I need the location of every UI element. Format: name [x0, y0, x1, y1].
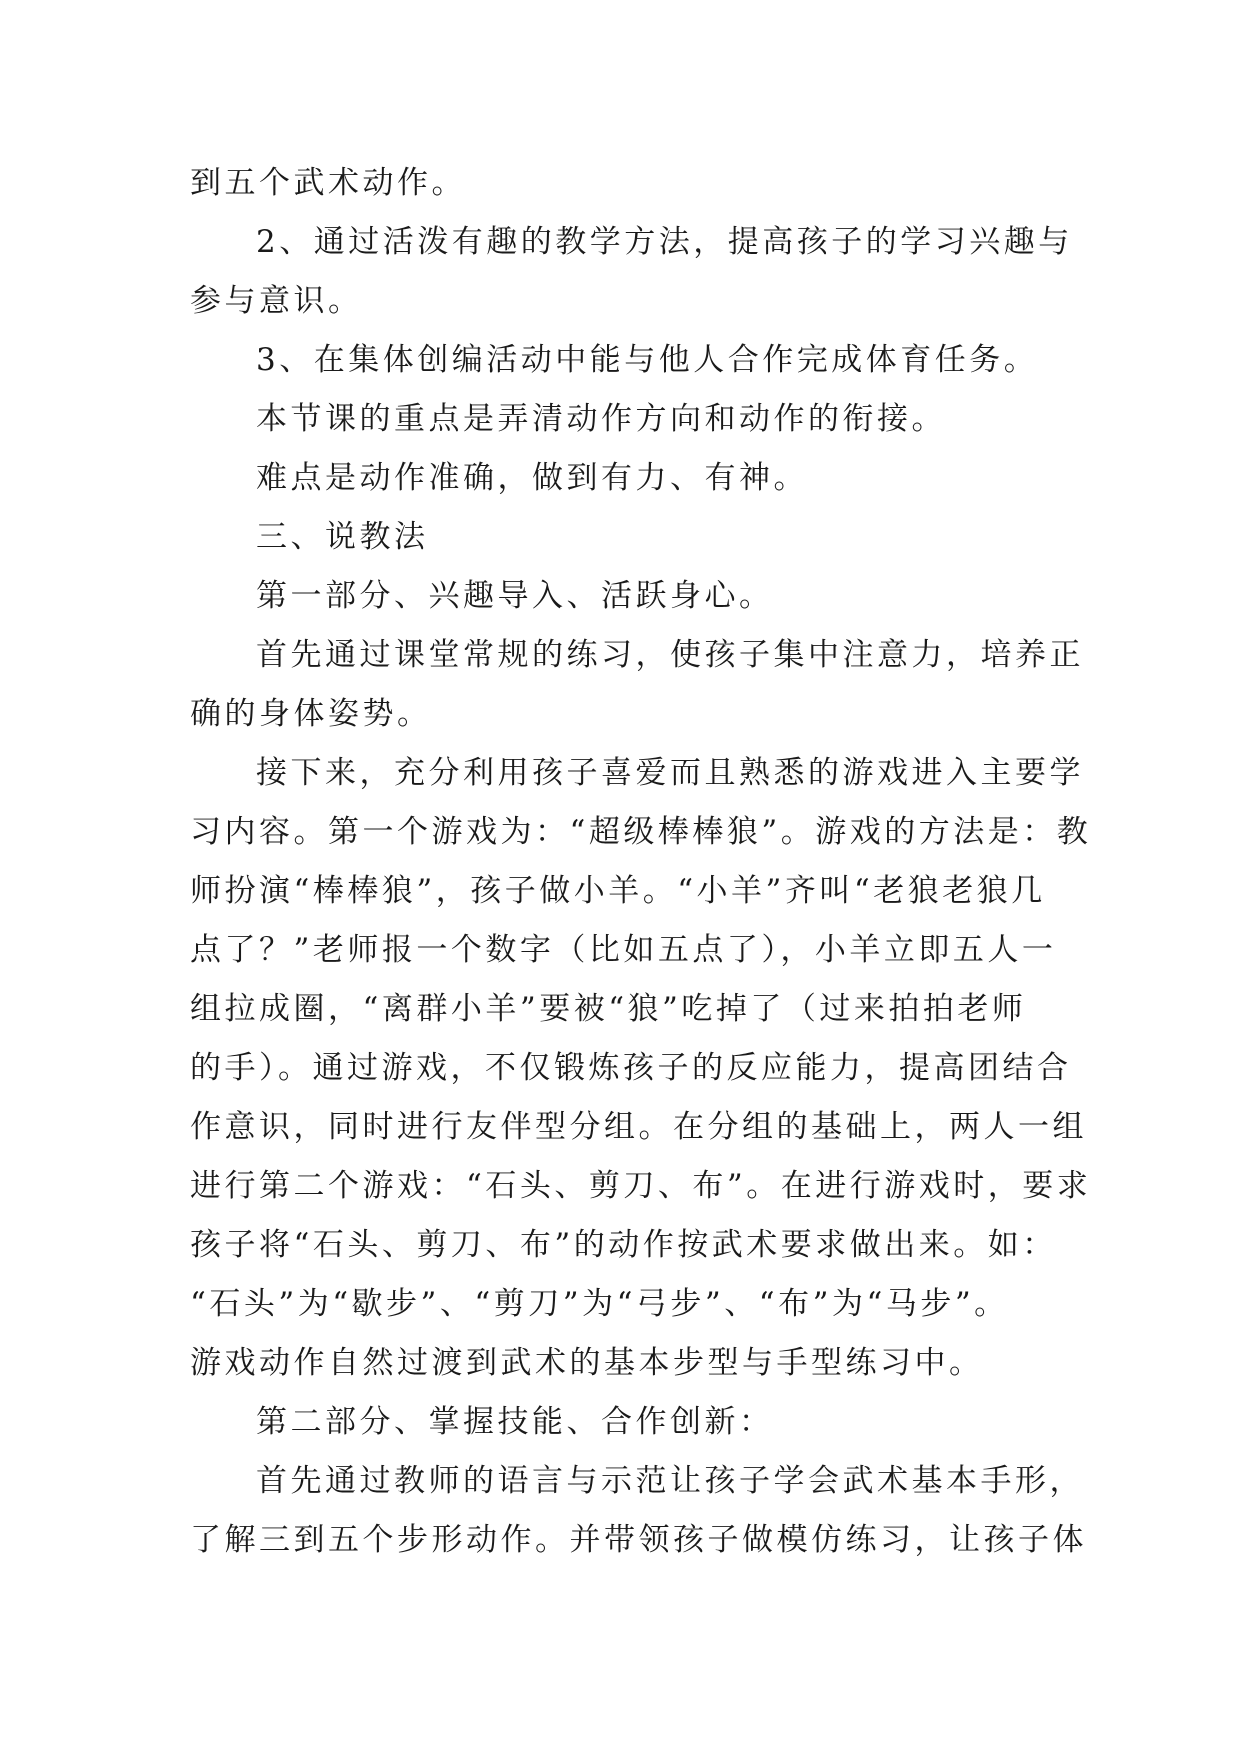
text-line: 的手）。通过游戏，不仅锻炼孩子的反应能力，提高团结合 [190, 1050, 1072, 1086]
text-line: 第二部分、掌握技能、合作创新： [256, 1404, 774, 1440]
text-line: 第一部分、兴趣导入、活跃身心。 [256, 578, 774, 614]
text-line: 难点是动作准确，做到有力、有神。 [256, 460, 808, 496]
text-line: 游戏动作自然过渡到武术的基本步型与手型练习中。 [190, 1345, 984, 1381]
text-line: “石头”为“歇步”、“剪刀”为“弓步”、“布”为“马步”。 [190, 1286, 1009, 1322]
text-line: 组拉成圈，“离群小羊”要被“狼”吃掉了（过来拍拍老师 [190, 991, 1027, 1027]
text-line: 孩子将“石头、剪刀、布”的动作按武术要求做出来。如： [190, 1227, 1057, 1263]
text-line: 点了？”老师报一个数字（比如五点了），小羊立即五人一 [190, 932, 1057, 968]
text-line: 了解三到五个步形动作。并带领孩子做模仿练习，让孩子体 [190, 1522, 1087, 1558]
text-line: 习内容。第一个游戏为：“超级棒棒狼”。游戏的方法是：教 [190, 814, 1092, 850]
text-line: 到五个武术动作。 [190, 165, 466, 201]
document-body [190, 154, 1092, 1570]
text-line: 作意识，同时进行友伴型分组。在分组的基础上，两人一组 [190, 1109, 1087, 1145]
text-line: 2、通过活泼有趣的教学方法，提高孩子的学习兴趣与 [256, 224, 1073, 260]
text-line: 师扮演“棒棒狼”，孩子做小羊。“小羊”齐叫“老狼老狼几 [190, 873, 1046, 909]
text-line: 首先通过教师的语言与示范让孩子学会武术基本手形， [256, 1463, 1084, 1499]
text-line: 3、在集体创编活动中能与他人合作完成体育任务。 [256, 342, 1039, 378]
text-line: 三、说教法 [256, 519, 429, 555]
text-line: 首先通过课堂常规的练习，使孩子集中注意力，培养正 [256, 637, 1084, 673]
text-line: 接下来，充分利用孩子喜爱而且熟悉的游戏进入主要学 [256, 755, 1084, 791]
text-line: 本节课的重点是弄清动作方向和动作的衔接。 [256, 401, 946, 437]
text-line: 确的身体姿势。 [190, 696, 432, 732]
text-line: 进行第二个游戏：“石头、剪刀、布”。在进行游戏时，要求 [190, 1168, 1092, 1204]
text-line: 参与意识。 [190, 283, 363, 319]
